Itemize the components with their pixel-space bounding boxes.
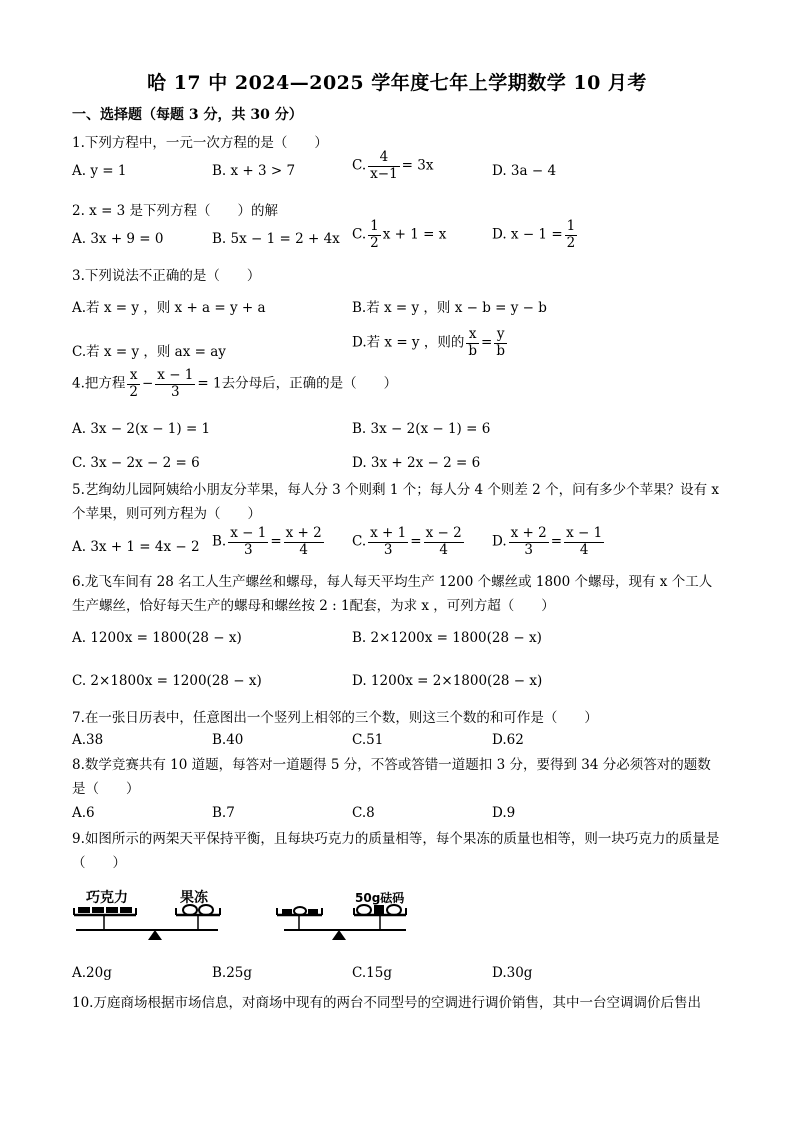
q2-option-d: D. x − 1 = $\frac{1}{2}$ (492, 218, 576, 251)
q3-option-a: A.若 x = y ，则 x + a = y + a (72, 300, 266, 316)
q1-option-b: B. x + 3 > 7 (212, 163, 296, 179)
q7-option-d: D.62 (492, 732, 524, 748)
question-5-stem: 5.艺绚幼儿园阿姨给小朋友分苹果，每人分 3 个则剩 1 个；每人分 4 个则差 2 个，问有多少个苹果？设有 x 个苹果，则可列方程为（ ） (72, 482, 719, 522)
q9-option-c: C.15g (352, 965, 392, 981)
fraction: $\frac{x - 1}{3}$ (157, 367, 194, 400)
q8-option-c: C.8 (352, 805, 375, 821)
q9-option-a: A.20g (72, 965, 112, 981)
jelly-item (183, 905, 197, 915)
page-title: 哈 17 中 2024—2025 学年度七年上学期数学 10 月考 (147, 72, 647, 94)
question-2-stem: 2. x = 3 是下列方程（ ）的解 (72, 203, 279, 219)
q1-option-d: D. 3a − 4 (492, 163, 557, 179)
q6-option-a: A. 1200x = 1800(28 − x) (72, 630, 242, 646)
jelly-item (357, 905, 371, 915)
left-balance (74, 889, 220, 940)
q1-option-c: C. $\frac{4}{x-1}$ = 3x (352, 149, 434, 182)
fraction: $\frac{x}{2}$ (129, 367, 138, 400)
q8-option-b: B.7 (212, 805, 235, 821)
chocolate-block (308, 909, 318, 914)
question-9-stem: 9.如图所示的两架天平保持平衡，且每块巧克力的质量相等，每个果冻的质量也相等，则一块巧克力的质量是（ ） (72, 831, 720, 871)
jelly-label: 果冻 (180, 890, 208, 906)
q2-option-c: C. $\frac{1}{2}$ x + 1 = x (352, 218, 447, 251)
fraction: $\frac{y}{b}$ (496, 326, 505, 359)
q4-option-b: B. 3x − 2(x − 1) = 6 (352, 421, 491, 437)
question-10-stem: 10.万庭商场根据市场信息，对商场中现有的两台不同型号的空调进行调价销售，其中一台空调调价后售出 (72, 995, 701, 1011)
q4-option-d: D. 3x + 2x − 2 = 6 (352, 455, 481, 471)
q7-option-a: A.38 (72, 732, 104, 748)
q5-option-d: D. $\frac{x + 2}{3}$ = $\frac{x - 1}{4}$ (492, 525, 603, 558)
q3-option-d: D.若 x = y ，则的 $\frac{x}{b}$ = $\frac{y}{b}$ (352, 326, 505, 359)
q9-option-b: B.25g (212, 965, 253, 981)
fulcrum-icon (332, 930, 346, 940)
q1-option-a: A. y = 1 (72, 163, 127, 179)
fraction: $\frac{4}{x-1}$ (370, 149, 398, 182)
q6-option-d: D. 1200x = 2×1800(28 − x) (352, 673, 543, 689)
q2-option-a: A. 3x + 9 = 0 (72, 231, 164, 247)
fulcrum-icon (148, 930, 162, 940)
chocolate-block (78, 907, 90, 913)
jelly-item (199, 905, 213, 915)
question-6-stem: 6.龙飞车间有 28 名工人生产螺丝和螺母，每人每天平均生产 1200 个螺丝或 1800 个螺母，现有 x 个工人生产螺丝，恰好每天生产的螺母和螺丝按 2 : 1配套，为求 x ，可列方超（ ） (72, 574, 713, 614)
question-7-stem: 7.在一张日历表中，任意图出一个竖列上相邻的三个数，则这三个数的和可作是（ ） (72, 710, 598, 726)
question-4-stem: 4.把方程 $\frac{x}{2}$ − $\frac{x - 1}{3}$ = 1去分母后，正确的是（ ） (72, 367, 398, 400)
q7-option-c: C.51 (352, 732, 384, 748)
q4-option-a: A. 3x − 2(x − 1) = 1 (72, 421, 211, 437)
q5-option-c: C. $\frac{x + 1}{3}$ = $\frac{x - 2}{4}$ (352, 525, 462, 558)
jelly-item (387, 905, 401, 915)
question-1-stem: 1.下列方程中，一元一次方程的是（ ） (72, 135, 328, 151)
q9-option-d: D.30g (492, 965, 533, 981)
chocolate-label: 巧克力 (86, 890, 128, 906)
fraction: $\frac{1}{2}$ (566, 218, 576, 251)
q7-option-b: B.40 (212, 732, 244, 748)
q8-option-d: D.9 (492, 805, 516, 821)
question-8-stem: 8.数学竞赛共有 10 道题，每答对一道题得 5 分，不答或答错一道题扣 3 分，要得到 34 分必须答对的题数是（ ） (72, 757, 711, 797)
right-balance (277, 890, 406, 940)
chocolate-block (92, 907, 104, 913)
q4-option-c: C. 3x − 2x − 2 = 6 (72, 455, 200, 471)
q5-option-a: A. 3x + 1 = 4x − 2 (72, 539, 200, 555)
fraction: $\frac{x}{b}$ (468, 326, 478, 359)
q3-option-c: C.若 x = y ，则 ax = ay (72, 344, 226, 360)
question-3-stem: 3.下列说法不正确的是（ ） (72, 268, 261, 284)
q5-option-b: B. $\frac{x - 1}{3}$ = $\frac{x + 2}{4}$ (212, 525, 322, 558)
q8-option-a: A.6 (72, 805, 95, 821)
chocolate-block (120, 907, 132, 913)
q6-option-c: C. 2×1800x = 1200(28 − x) (72, 673, 262, 689)
q3-option-b: B.若 x = y ，则 x − b = y − b (352, 300, 547, 316)
weight-icon (374, 905, 384, 914)
chocolate-block (106, 907, 118, 913)
balance-scales-figure (72, 880, 412, 950)
fraction: $\frac{1}{2}$ (370, 218, 379, 251)
section-heading: 一、选择题（每题 3 分，共 30 分） (72, 107, 303, 123)
q2-option-b: B. 5x − 1 = 2 + 4x (212, 231, 340, 247)
q6-option-b: B. 2×1200x = 1800(28 − x) (352, 630, 542, 646)
weight-label: 50g砝码 (355, 891, 405, 905)
chocolate-block (282, 909, 292, 914)
